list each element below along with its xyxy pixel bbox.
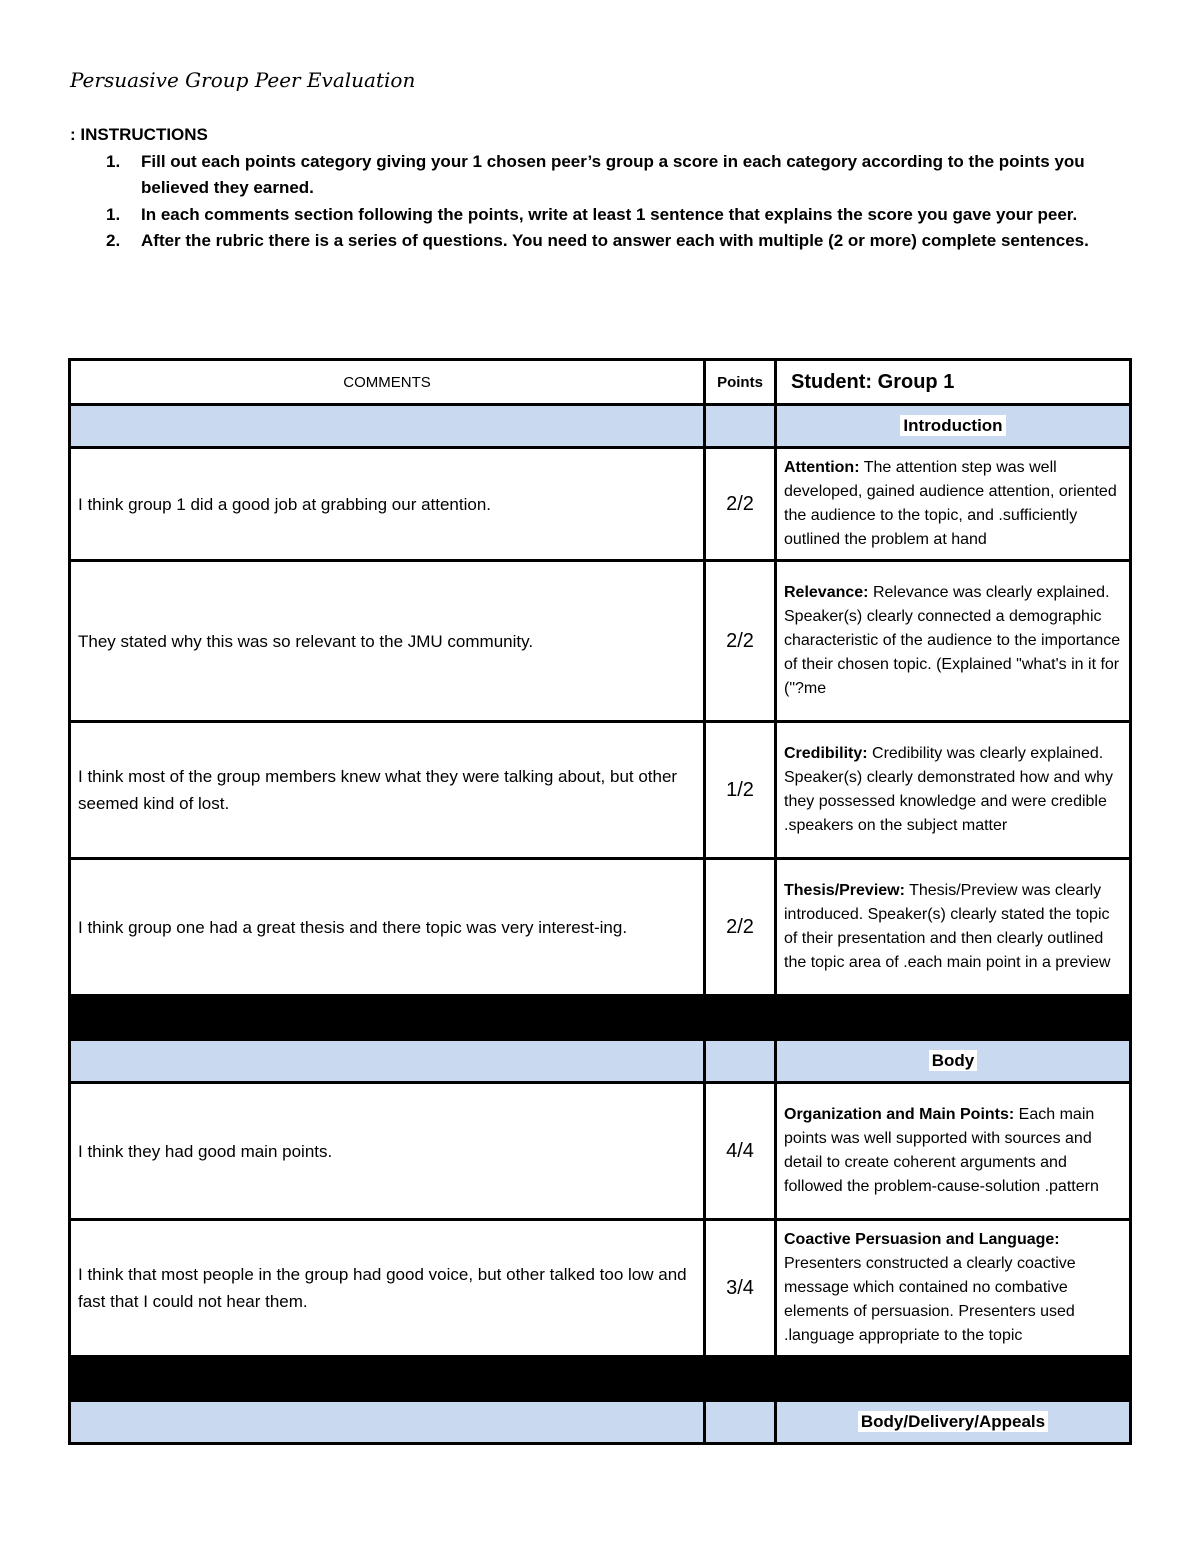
instructions-block — [70, 122, 1140, 255]
instruction-number: 1. — [106, 151, 121, 171]
section-title-cell — [776, 1401, 1131, 1444]
comment-cell: I think group 1 did a good job at grabbing our attention. — [70, 448, 705, 561]
criterion-cell — [776, 561, 1131, 722]
section-empty-cell — [705, 1040, 776, 1083]
instruction-item — [70, 149, 1140, 202]
section-title-cell — [776, 405, 1131, 448]
section-row-introduction — [70, 405, 1131, 448]
section-empty-cell — [70, 1040, 705, 1083]
divider-cell — [776, 996, 1131, 1040]
table-header-row — [70, 360, 1131, 405]
section-row-body-delivery — [70, 1401, 1131, 1444]
criterion-text: Relevance was clearly explained. Speaker(s) clearly connected a demographic characteristic of the audience to the importance of their chosen topic. (Explained "what's in it for ("?me — [784, 584, 1121, 697]
criterion-title: Organization and Main Points: — [784, 1106, 1015, 1123]
criterion-title: Relevance: — [784, 584, 869, 601]
criterion-title: Coactive Persuasion and Language: — [784, 1231, 1060, 1248]
divider-cell — [705, 996, 776, 1040]
criterion-cell — [776, 859, 1131, 996]
section-title: Introduction — [900, 415, 1005, 436]
student-header: Student: Group 1 — [776, 360, 1131, 405]
divider-row — [70, 996, 1131, 1040]
instruction-number: 1. — [106, 204, 121, 224]
criterion-title: Credibility: — [784, 745, 868, 762]
section-empty-cell — [70, 405, 705, 448]
instructions-list — [70, 149, 1140, 255]
section-row-body — [70, 1040, 1131, 1083]
section-title-cell — [776, 1040, 1131, 1083]
divider-cell — [705, 1357, 776, 1401]
divider-cell — [70, 1357, 705, 1401]
comment-cell: They stated why this was so relevant to the JMU community. — [70, 561, 705, 722]
points-header: Points — [705, 360, 776, 405]
criterion-text: Presenters constructed a clearly coactive message which contained no combative elements of persuasion. Presenters used .language appropriate to the topic — [784, 1255, 1076, 1344]
criterion-cell — [776, 722, 1131, 859]
table-row — [70, 1220, 1131, 1357]
comment-cell: I think that most people in the group had good voice, but other talked too low and fast that I could not hear them. — [70, 1220, 705, 1357]
comment-cell: I think most of the group members knew what they were talking about, but other seemed kind of lost. — [70, 722, 705, 859]
criterion-text: Each main points was well supported with sources and detail to create coherent arguments and followed the problem-cause-solution .pattern — [784, 1106, 1099, 1195]
comment-cell: I think group one had a great thesis and there topic was very interest-ing. — [70, 859, 705, 996]
section-title: Body — [929, 1050, 978, 1071]
table-row — [70, 561, 1131, 722]
rubric-table — [68, 358, 1132, 1445]
instruction-item — [70, 228, 1140, 255]
criterion-cell — [776, 1083, 1131, 1220]
instruction-text: After the rubric there is a series of questions. You need to answer each with multiple (2 or more) complete sentences. — [141, 231, 1089, 250]
criterion-text: The attention step was well developed, gained audience attention, oriented the audience to the topic, and .sufficiently outlined the problem at hand — [784, 459, 1117, 548]
divider-row — [70, 1357, 1131, 1401]
points-cell: 2/2 — [705, 561, 776, 722]
criterion-text: Thesis/Preview was clearly introduced. Speaker(s) clearly stated the topic of their presentation and then clearly outlined the topic area of .each main point in a preview — [784, 882, 1111, 971]
section-empty-cell — [70, 1401, 705, 1444]
divider-cell — [776, 1357, 1131, 1401]
instruction-number: 2. — [106, 231, 121, 250]
section-empty-cell — [705, 1401, 776, 1444]
section-empty-cell — [705, 405, 776, 448]
points-cell: 3/4 — [705, 1220, 776, 1357]
instruction-item — [70, 202, 1140, 229]
instruction-text: In each comments section following the points, write at least 1 sentence that explains the score you gave your peer. — [141, 204, 1078, 224]
instruction-text: Fill out each points category giving your 1 chosen peer’s group a score in each category according to the points you believed they earned. — [141, 151, 1085, 197]
criterion-title: Attention: — [784, 459, 860, 476]
criterion-text: Credibility was clearly explained. Speaker(s) clearly demonstrated how and why they possessed knowledge and were credible .speakers on the subject matter — [784, 745, 1114, 834]
document-title: Persuasive Group Peer Evaluation — [70, 68, 416, 92]
table-row — [70, 722, 1131, 859]
points-cell: 2/2 — [705, 859, 776, 996]
comments-header: COMMENTS — [70, 360, 705, 405]
points-cell: 4/4 — [705, 1083, 776, 1220]
points-cell: 2/2 — [705, 448, 776, 561]
divider-cell — [70, 996, 705, 1040]
criterion-cell — [776, 448, 1131, 561]
criterion-title: Thesis/Preview: — [784, 882, 905, 899]
table-row — [70, 1083, 1131, 1220]
comment-cell: I think they had good main points. — [70, 1083, 705, 1220]
table-row — [70, 859, 1131, 996]
table-row — [70, 448, 1131, 561]
section-title: Body/Delivery/Appeals — [858, 1411, 1048, 1432]
instructions-heading: : INSTRUCTIONS — [70, 125, 208, 144]
criterion-cell — [776, 1220, 1131, 1357]
points-cell: 1/2 — [705, 722, 776, 859]
